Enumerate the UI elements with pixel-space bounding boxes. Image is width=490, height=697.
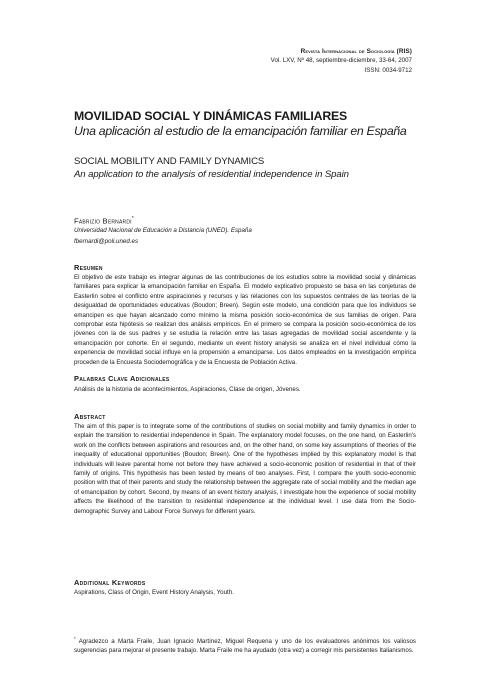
keywords-text: Aspirations, Class of Origin, Event History Analysis, Youth. <box>74 589 234 596</box>
author-name <box>74 216 134 226</box>
resumen-text: El objetivo de este trabajo es integrar algunas de las contribuciones de los estudios sobre la movilidad social y dinámicas familiares para explicar la emancipación familiar en España. El modelo explicativo propuesto se basa en las conjeturas de Easterlin sobre el conflicto entre aspiraciones y recursos y las relaciones con los supuestos centrales de las teorías de la desigualdad de oportunidades educativas (Boudon; Breen). Según este modelo, una condición para que los individuos se emancipen es que hayan alcanzado como mínimo la misma posición socio-económica de sus familias de origen. Para comprobar esta hipótesis se realizan dos análisis empíricos. En el primero se compara la posición socio-económica de los jóvenes con la de sus padres y se estudia la relación entre las tasas agregadas de movilidad social ascendente y la emancipación por cohorte. En el segundo, mediante un event history analysis se analiza en el nivel individual cómo la experiencia de movilidad social influye en la propensión a emanciparse. Los datos empleados en la investigación empírica proceden de la Encuesta Sociodemográfica y de la Encuesta de Población Activa. <box>74 274 416 366</box>
journal-issn: ISSN: 0034-9712 <box>364 66 412 74</box>
journal-name: Revista Internacional de Sociología (RIS) <box>300 48 412 55</box>
author-footnote-mark: * <box>131 216 134 222</box>
abstract-heading: Abstract <box>74 412 106 421</box>
footnote-text: Agradezco a Marta Fraile, Juan Ignacio Martínez, Miguel Requena y uno de los evaluadores anónimos los valiosos sugerencias para mejorar el presente trabajo. Marta Fraile me ha ayudado (otra vez) a corregir mis persistentes Italianismos. <box>74 638 416 655</box>
abstract-text: The aim of this paper is to integrate some of the contributions of studies on social mobility and family dynamics in order to explain the transition to residential independence in Spain. The explanatory model focuses, on the one hand, on Easterlin's work on the conflicts between aspirations and resources and, on the other hand, on some key assumptions of theories of the inequality of educational opportunities (Boudon; Breen). One of the hypotheses implied by this explanatory model is that individuals will leave parental home not before they have achieved a socio-economic position of residential in that of their family of origins. This hypothesis has been tested by means of two analyses. First, I compare the youth socio-economic position with that of their parents and study the relationship between the aggregate rate of social mobility and the median age of emancipation by cohort. Second, by means of an event history analysis, I investigate how the experience of social mobility affects the likelihood of the transition to residential independence at the individual level. I use data from the Socio-demographic Survey and Labour Force Surveys for different years. <box>74 423 416 515</box>
author-name-text: Fabrizio Bernardi <box>74 216 132 226</box>
palabras-clave-text: Análisis de la historia de acontecimientos, Aspiraciones, Clase de origen, Jóvenes. <box>74 386 301 393</box>
journal-header <box>271 47 412 75</box>
subtitle-spanish: Una aplicación al estudio de la emancipación familiar en España <box>74 124 407 138</box>
subtitle-english: An application to the analysis of residential independence in Spain <box>74 169 349 180</box>
title-spanish: MOVILIDAD SOCIAL Y DINÁMICAS FAMILIARES <box>74 109 347 123</box>
author-email[interactable]: fbernardi@poli.uned.es <box>74 238 139 245</box>
palabras-clave-heading: Palabras Clave Adicionales <box>74 374 170 383</box>
footnote-mark: * <box>74 636 76 641</box>
footnote <box>74 634 416 656</box>
author-affiliation: Universidad Nacional de Educación a Distancia (UNED). España <box>74 227 252 234</box>
keywords-heading: Additional Keywords <box>74 578 146 587</box>
journal-volume: Vol. LXV, Nº 48, septiembre-diciembre, 33-64, 2007 <box>270 57 412 65</box>
title-english: SOCIAL MOBILITY AND FAMILY DYNAMICS <box>74 156 265 167</box>
resumen-heading: Resumen <box>74 263 103 272</box>
